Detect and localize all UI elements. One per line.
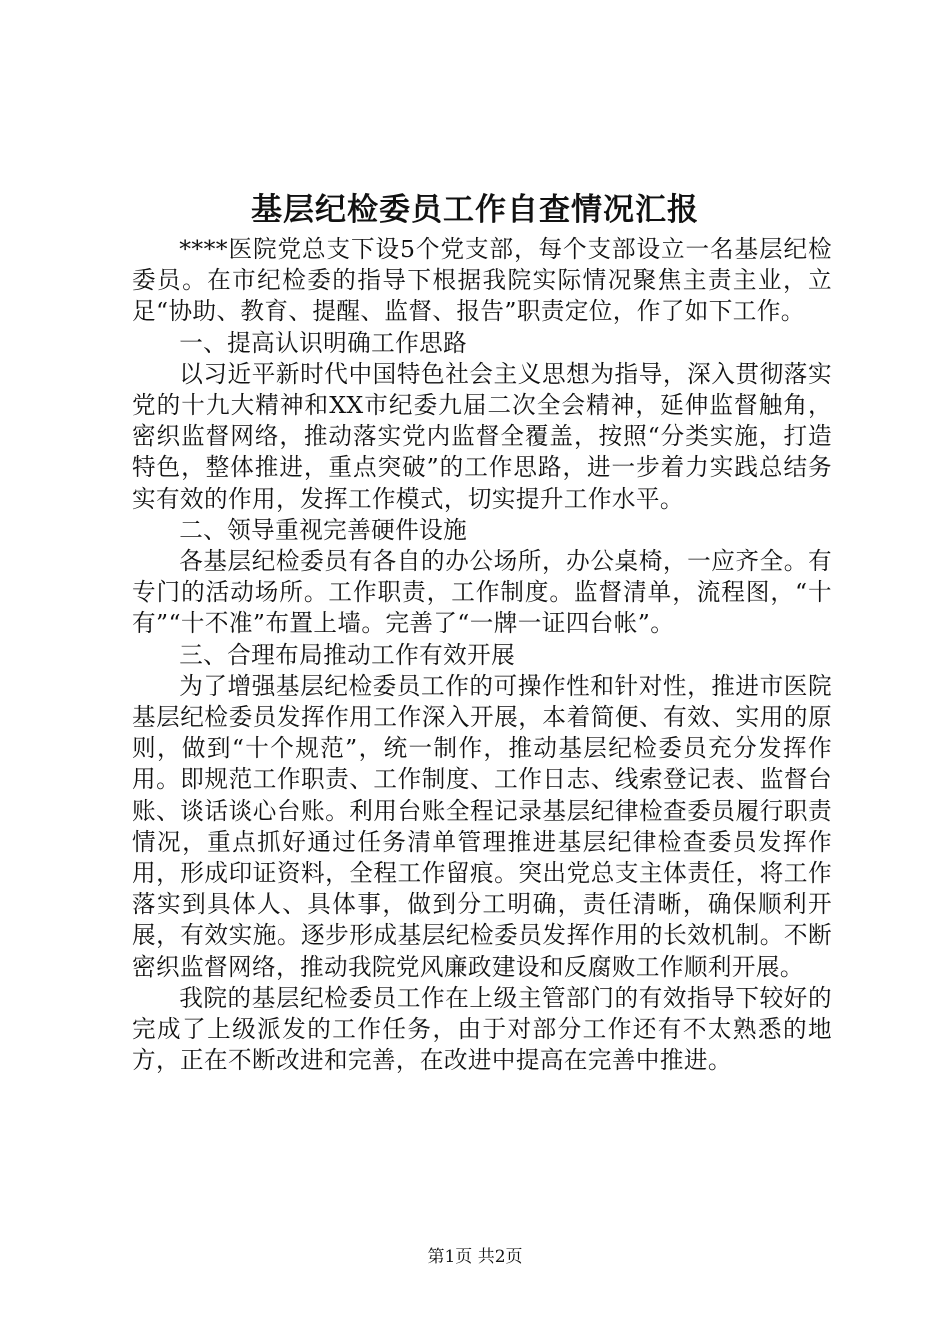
document-title: 基层纪检委员工作自查情况汇报: [251, 192, 699, 228]
section-heading-2: 二、领导重视完善硬件设施: [179, 515, 468, 544]
section-paragraph-3: 为了增强基层纪检委员工作的可操作性和针对性，推进市医院基层纪检委员发挥作用工作深入开展，本着简便、有效、实用的原则，做到“十个规范”，统一制作，推动基层纪检委员充分发挥作用。即规范工作职责、工作制度、工作日志、线索登记表、监督台账、谈话谈心台账。利用台账全程记录基层纪律检查委员履行职责情况，重点抓好通过任务清单管理推进基层纪律检查委员发挥作用，形成印证资料，全程工作留痕。突出党总支主体责任，将工作落实到具体人、具体事，做到分工明确，责任清晰，确保顺利开展，有效实施。逐步形成基层纪检委员发挥作用的长效机制。不断密织监督网络，推动我院党风廉政建设和反腐败工作顺利开展。: [132, 671, 832, 981]
closing-paragraph: 我院的基层纪检委员工作在上级主管部门的有效指导下较好的完成了上级派发的工作任务，由于对部分工作还有不太熟悉的地方，正在不断改进和完善，在改进中提高在完善中推进。: [132, 983, 832, 1075]
section-heading-3: 三、合理布局推动工作有效开展: [179, 640, 516, 669]
section-paragraph-1: 以习近平新时代中国特色社会主义思想为指导，深入贯彻落实党的十九大精神和XX市纪委九届二次全会精神，延伸监督触角，密织监督网络，推动落实党内监督全覆盖，按照“分类实施，打造特色，整体推进，重点突破”的工作思路，进一步着力实践总结务实有效的作用，发挥工作模式，切实提升工作水平。: [132, 359, 832, 513]
section-paragraph-2: 各基层纪检委员有各自的办公场所，办公桌椅，一应齐全。有专门的活动场所。工作职责，工作制度。监督清单，流程图，“十有”“十不准”布置上墙。完善了“一牌一证四台帐”。: [132, 547, 832, 638]
document-body: [132, 234, 832, 1076]
page-footer: 第1页 共2页: [427, 1247, 523, 1267]
intro-paragraph: ****医院党总支下设5个党支部，每个支部设立一名基层纪检委员。在市纪检委的指导下根据我院实际情况聚焦主责主业，立足“协助、教育、提醒、监督、报告”职责定位，作了如下工作。: [132, 235, 832, 326]
section-heading-1: 一、提高认识明确工作思路: [179, 328, 468, 357]
